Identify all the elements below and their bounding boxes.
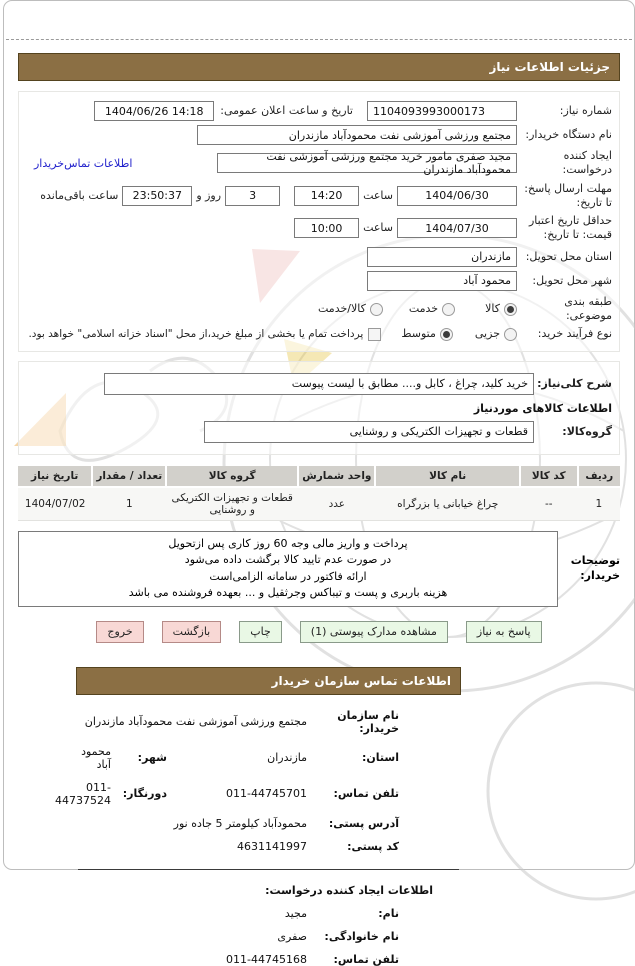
need-number-field[interactable]: 1104093993000173 (367, 101, 517, 121)
need-description-field[interactable]: خرید کلید، چراغ ، کابل و.... مطابق با لیست پیوست (104, 373, 534, 395)
postal-code-row (76, 840, 461, 853)
treasury-option: پرداخت تمام یا بخشی از مبلغ خرید،از محل "اسناد خزانه اسلامی" خواهد بود. (28, 328, 381, 342)
col-row-number: ردیف (578, 466, 620, 487)
radio-minor[interactable] (504, 328, 517, 341)
col-item-group: گروه کالا (166, 466, 298, 487)
action-buttons (24, 621, 614, 643)
validity-time-field[interactable]: 10:00 (294, 218, 359, 238)
deadline-hour-label: ساعت (363, 188, 393, 202)
fax-label: دورنگار: (122, 787, 167, 801)
need-description-row (26, 373, 612, 395)
classification-option-goods: کالا (485, 302, 517, 316)
need-number-row (26, 101, 612, 121)
need-number-label: شماره نیاز: (559, 103, 612, 117)
cell-unit: عدد (298, 487, 375, 521)
buyer-notes-label: توضیحات خریدار: (570, 553, 620, 582)
first-name-row (76, 907, 461, 920)
note-line: هزینه باربری و پست و تیباکس وجرثقیل و ... بعهده فروشنده می باشد (128, 586, 448, 600)
buyer-contact-section (55, 667, 461, 966)
col-need-date: تاریخ نیاز (18, 466, 92, 487)
buyer-org-row (26, 125, 612, 145)
print-button[interactable]: چاپ (239, 621, 282, 643)
classification-option-service: خدمت (409, 302, 455, 316)
delivery-city-field[interactable]: محمود آباد (367, 271, 517, 291)
exit-button[interactable]: خروج (96, 621, 143, 643)
view-attachments-button[interactable]: مشاهده مدارک پیوستی (1) (300, 621, 448, 643)
creator-phone-value: 011-44745168 (226, 952, 307, 966)
need-description-section (18, 361, 620, 455)
city-value: محمود آباد (81, 744, 111, 771)
remaining-days-field: 3 (225, 186, 280, 206)
col-unit: واحد شمارش (298, 466, 375, 487)
process-option-minor: جزیی (475, 327, 517, 341)
radio-service[interactable] (442, 303, 455, 316)
deadline-date-field[interactable]: 1404/06/30 (397, 186, 517, 206)
goods-group-row (26, 421, 612, 443)
cell-item-group: قطعات و تجهیزات الکتریکی و روشنایی (166, 487, 298, 521)
need-details-page (3, 0, 635, 966)
classification-option-goods-service: کالا/خدمت (318, 302, 383, 316)
first-name-value: مجید (284, 906, 307, 920)
last-name-row (76, 930, 461, 943)
treasury-checkbox[interactable] (368, 328, 381, 341)
address-value: محمودآباد کیلومتر 5 جاده نور (173, 816, 307, 830)
delivery-city-label: شهر محل تحویل: (532, 273, 612, 287)
phone-label: تلفن تماس: (333, 787, 399, 801)
validity-hour-label: ساعت (363, 221, 393, 235)
remaining-days-label: روز و (196, 188, 222, 202)
response-deadline-row (26, 182, 612, 211)
deadline-time-field[interactable]: 14:20 (294, 186, 359, 206)
announce-datetime-field[interactable]: 1404/06/26 14:18 (94, 101, 214, 121)
respond-to-need-button[interactable]: پاسخ به نیاز (466, 621, 542, 643)
buyer-notes-field[interactable] (18, 531, 558, 607)
postal-code-value: 4631141997 (237, 839, 307, 853)
cell-item-code: -- (520, 487, 578, 521)
phone-fax-row (55, 780, 461, 807)
table-row[interactable] (18, 487, 620, 521)
section-header-need-details (18, 53, 620, 81)
required-items-table (18, 466, 620, 521)
request-creator-field[interactable]: مجید صفری مامور خرید مجتمع ورزشی آموزشی نفت محمودآباد مازندران (217, 153, 517, 173)
radio-goods-service[interactable] (370, 303, 383, 316)
province-label: استان: (362, 751, 399, 765)
delivery-city-row (26, 271, 612, 291)
fax-value: 011-44737524 (55, 780, 112, 807)
back-button[interactable]: بازگشت (162, 621, 222, 643)
delivery-province-field[interactable]: مازندران (367, 247, 517, 267)
validity-label: حداقل تاریخ اعتبار قیمت: تا تاریخ: (528, 214, 612, 242)
last-name-label: نام خانوادگی: (324, 929, 399, 943)
buyer-contact-link[interactable]: اطلاعات تماس‌خریدار (34, 156, 133, 170)
radio-goods[interactable] (504, 303, 517, 316)
city-label: شهر: (137, 751, 167, 765)
request-creator-label: ایجاد کننده درخواست: (562, 149, 612, 177)
note-line: ارائه فاکتور در سامانه الزامی‌است (209, 569, 367, 583)
page-content (4, 1, 634, 966)
need-description-label: شرح کلی‌نیاز: (537, 376, 612, 390)
delivery-province-label: استان محل تحویل: (525, 249, 612, 263)
goods-group-field[interactable]: قطعات و تجهیزات الکتریکی و روشنایی (204, 421, 534, 443)
classification-row (26, 295, 612, 324)
org-name-label: نام سازمان خریدار: (337, 708, 399, 735)
buyer-notes-row (18, 531, 620, 607)
deadline-label: مهلت ارسال پاسخ: تا تاریخ: (524, 181, 612, 209)
address-row (76, 817, 461, 830)
process-option-medium: متوسط (401, 327, 453, 341)
note-line: پرداخت و واریز مالی وجه 60 روز کاری پس ازتحویل (168, 536, 408, 550)
process-type-row (26, 327, 612, 341)
phone-value: 011-44745701 (226, 787, 307, 801)
province-value: مازندران (267, 751, 307, 765)
remaining-time-field: 23:50:37 (122, 186, 192, 206)
goods-info-heading: اطلاعات کالاهای موردنیاز (473, 401, 612, 415)
buyer-org-label: نام دستگاه خریدار: (525, 127, 612, 141)
classification-label: طبقه بندی موضوعی: (564, 294, 612, 323)
last-name-value: صفری (277, 929, 307, 943)
postal-code-label: کد پستی: (347, 839, 399, 853)
cell-quantity: 1 (92, 487, 166, 521)
section-header-buyer-contact (76, 667, 461, 695)
process-type-label: نوع فرآیند خرید: (537, 327, 612, 341)
dotted-divider (6, 1, 632, 40)
cell-row-number: 1 (578, 487, 620, 521)
need-info-form (18, 91, 620, 352)
creator-info-heading: اطلاعات ایجاد کننده درخواست: (265, 883, 433, 897)
validity-date-field[interactable]: 1404/07/30 (397, 218, 517, 238)
request-creator-row (26, 149, 612, 178)
note-line: در صورت عدم تایید کالا برگشت داده می‌شود (184, 553, 392, 567)
announce-label: تاریخ و ساعت اعلان عمومی: (220, 103, 353, 117)
section-title: جزئیات اطلاعات نیاز (489, 60, 610, 74)
cell-need-date: 1404/07/02 (18, 487, 92, 521)
goods-group-label: گروه‌کالا: (562, 424, 612, 438)
creator-phone-label: تلفن تماس: (333, 952, 399, 966)
radio-medium[interactable] (440, 328, 453, 341)
buyer-org-field[interactable]: مجتمع ورزشی آموزشی نفت محمودآباد مازندران (197, 125, 517, 145)
col-item-name: نام کالا (375, 466, 519, 487)
col-quantity: تعداد / مقدار (92, 466, 166, 487)
delivery-province-row (26, 247, 612, 267)
remaining-time-label: ساعت باقی‌مانده (40, 188, 119, 202)
province-city-row (76, 745, 461, 771)
section-divider (78, 869, 459, 870)
price-validity-row (26, 214, 612, 243)
col-item-code: کد کالا (520, 466, 578, 487)
org-name-row (76, 709, 461, 735)
cell-item-name: چراغ خیابانی یا بزرگراه (375, 487, 519, 521)
first-name-label: نام: (378, 906, 399, 920)
address-label: آدرس پستی: (328, 816, 399, 830)
creator-phone-row (76, 953, 461, 966)
org-name-value: مجتمع ورزشی آموزشی نفت محمودآباد مازندران (84, 715, 307, 729)
table-header-row (18, 466, 620, 487)
section-title: اطلاعات تماس سازمان خریدار (271, 673, 451, 688)
